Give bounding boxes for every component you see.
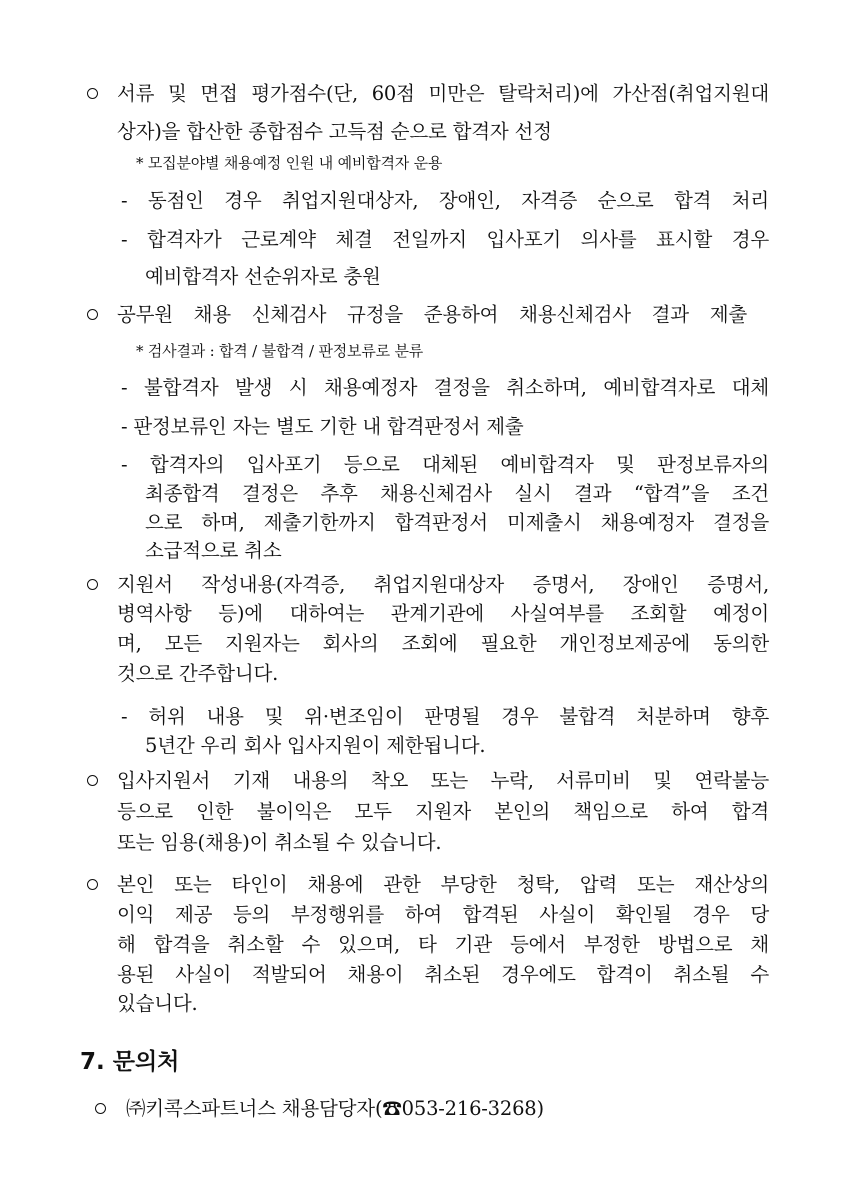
paragraph-line: 서류 및 면접 평가점수(단, 60점 미만은 탈락처리)에 가산점(취업지원대 <box>117 82 769 105</box>
circle-bullet-icon <box>87 309 98 320</box>
circle-bullet-icon <box>87 579 98 590</box>
paragraph-line: 용된 사실이 적발되어 채용이 취소된 경우에도 합격이 취소될 수 <box>117 963 769 986</box>
sub-item-line: 으로 하며, 제출기한까지 합격판정서 미제출시 채용예정자 결정을 <box>145 511 769 534</box>
paragraph-line: 해 합격을 취소할 수 있으며, 타 기관 등에서 부정한 방법으로 채 <box>117 933 769 956</box>
sub-item-line: - 합격자가 근로계약 체결 전일까지 입사포기 의사를 표시할 경우 <box>121 228 769 251</box>
note-line: * 모집분야별 채용예정 인원 내 예비합격자 운용 <box>136 154 443 172</box>
circle-bullet-icon <box>87 879 98 890</box>
paragraph-line: 며, 모든 지원자는 회사의 조회에 필요한 개인정보제공에 동의한 <box>117 632 769 655</box>
sub-item-line: - 판정보류인 자는 별도 기한 내 합격판정서 제출 <box>121 415 524 438</box>
paragraph-line: 본인 또는 타인이 채용에 관한 부당한 청탁, 압력 또는 재산상의 <box>117 873 769 896</box>
paragraph-line: 상자)을 합산한 종합점수 고득점 순으로 합격자 선정 <box>117 120 552 143</box>
circle-bullet-icon <box>87 88 98 99</box>
sub-item-line: - 불합격자 발생 시 채용예정자 결정을 취소하며, 예비합격자로 대체 <box>121 376 769 399</box>
contact-line: ㈜키콕스파트너스 채용담당자(☎053-216-3268) <box>126 1097 544 1120</box>
section-heading: 7. 문의처 <box>80 1049 180 1075</box>
paragraph-line: 등으로 인한 불이익은 모두 지원자 본인의 책임으로 하여 합격 <box>117 800 769 823</box>
paragraph-line: 또는 임용(채용)이 취소될 수 있습니다. <box>117 831 442 854</box>
circle-bullet-icon <box>87 775 98 786</box>
sub-item-line: 소급적으로 취소 <box>145 539 282 562</box>
sub-item-line: - 합격자의 입사포기 등으로 대체된 예비합격자 및 판정보류자의 <box>121 453 769 476</box>
sub-item-line: 최종합격 결정은 추후 채용신체검사 실시 결과 “합격”을 조건 <box>145 482 769 505</box>
sub-item-line: 5년간 우리 회사 입사지원이 제한됩니다. <box>145 734 486 757</box>
paragraph-line: 병역사항 등)에 대하여는 관계기관에 사실여부를 조회할 예정이 <box>117 602 769 625</box>
paragraph-line: 이익 제공 등의 부정행위를 하여 합격된 사실이 확인될 경우 당 <box>117 903 769 926</box>
paragraph-line: 입사지원서 기재 내용의 착오 또는 누락, 서류미비 및 연락불능 <box>117 769 769 792</box>
paragraph-line: 공무원 채용 신체검사 규정을 준용하여 채용신체검사 결과 제출 <box>117 303 747 326</box>
paragraph-line: 지원서 작성내용(자격증, 취업지원대상자 증명서, 장애인 증명서, <box>117 573 769 596</box>
sub-item-line: - 허위 내용 및 위·변조임이 판명될 경우 불합격 처분하며 향후 <box>121 705 769 728</box>
sub-item-line: - 동점인 경우 취업지원대상자, 장애인, 자격증 순으로 합격 처리 <box>121 189 769 212</box>
note-line: * 검사결과 : 합격 / 불합격 / 판정보류로 분류 <box>136 342 424 360</box>
paragraph-line: 것으로 간주합니다. <box>117 662 279 685</box>
paragraph-line: 있습니다. <box>117 992 198 1015</box>
sub-item-line: 예비합격자 선순위자로 충원 <box>145 265 381 288</box>
circle-bullet-icon <box>95 1103 106 1114</box>
